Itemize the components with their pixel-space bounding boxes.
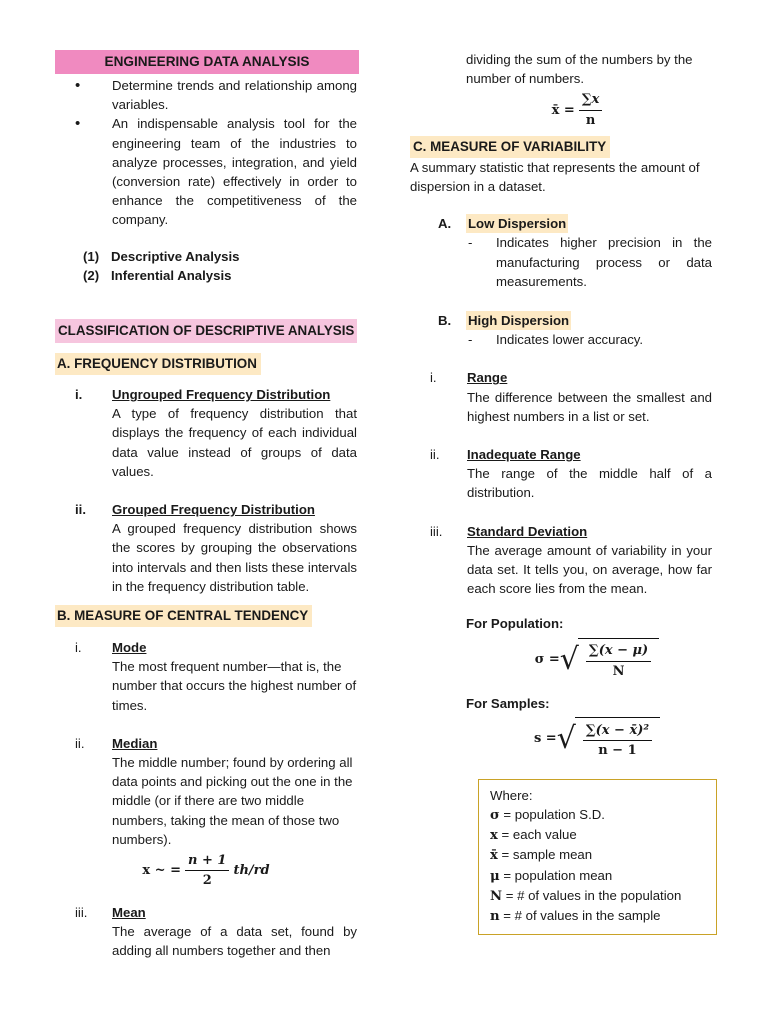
item-title: Mean xyxy=(112,904,146,920)
item-text: A grouped frequency distribution shows the scores by grouping the observations into intervals and then lists these intervals in the frequency distribution table. xyxy=(112,521,357,594)
freq-item-ungrouped: i. Ungrouped Frequency Distribution A type of frequency distribution that displays the frequency of each individual data value instead of groups of data values. xyxy=(55,385,357,481)
item-text: The range of the middle half of a distribution. xyxy=(467,466,712,501)
sqrt-icon: √ xyxy=(556,720,576,756)
where-row: σ = population S.D. xyxy=(490,807,605,824)
measure-standard-deviation: iii. Standard Deviation The average amount of variability in your data set. It tells you, on average, how far each score lies from the mean. xyxy=(410,522,712,599)
where-row: x̄ = sample mean xyxy=(490,847,593,864)
item-text: The middle number; found by ordering all data points and picking out the one in the middle (or if there are two middle numbers, taking the mean of those two numbers). xyxy=(112,755,353,847)
intro-bullets xyxy=(55,76,357,230)
population-formula: σ = √ $\frac{\sum(x - \mu)}{N}$ xyxy=(482,638,712,682)
dispersion-text: Indicates higher precision in the manufacturing process or data measurements. xyxy=(496,235,712,289)
dispersion-low: A. Low Dispersion - Indicates higher precision in the manufacturing process or data measurements. xyxy=(410,214,712,291)
where-row: μ = population mean xyxy=(490,867,613,884)
dispersion-title: Low Dispersion xyxy=(466,214,568,233)
bullet-item: • An indispensable analysis tool for the engineering team of the industries to analyze processes, integration, and yield (conversion rate) effectively in order to enhance the competitiveness of the company. xyxy=(55,114,357,229)
measure-inadequate-range: ii. Inadequate Range The range of the middle half of a distribution. xyxy=(410,445,712,503)
samples-label: For Samples: xyxy=(466,695,550,711)
classification-heading: CLASSIFICATION OF DESCRIPTIVE ANALYSIS xyxy=(55,319,357,343)
analysis-types xyxy=(55,247,357,285)
right-column xyxy=(410,50,712,935)
where-legend-box xyxy=(478,779,717,935)
bullet-item: • Determine trends and relationship among variables. xyxy=(55,76,357,114)
central-item-median: ii. Median The middle number; found by ordering all data points and picking out the one in the middle (or if there are two middle numbers, taking the mean of those two numbers). xyxy=(55,734,357,849)
where-row: x = each value xyxy=(490,827,577,844)
page-title: ENGINEERING DATA ANALYSIS xyxy=(55,50,359,74)
population-label: For Population: xyxy=(466,616,564,632)
dispersion-high: B. High Dispersion - Indicates lower accuracy. xyxy=(410,311,712,349)
item-title: Mode xyxy=(112,640,147,656)
freq-item-grouped: ii. Grouped Frequency Distribution A grouped frequency distribution shows the scores by grouping the observations into intervals and then lists these intervals in the frequency distribution table. xyxy=(55,500,357,596)
measure-range: i. Range The difference between the smallest and highest numbers in a list or set. xyxy=(410,368,712,426)
item-title: Grouped Frequency Distribution xyxy=(112,502,315,518)
sqrt-icon: √ xyxy=(559,641,579,677)
analysis-type-item: (2) Inferential Analysis xyxy=(83,267,232,283)
item-title: Range xyxy=(467,370,508,386)
samples-formula: s = √ $\frac{\text{∑(x − x̄)²}}{n - 1}$ xyxy=(482,717,712,761)
item-title: Median xyxy=(112,735,158,751)
item-title: Inadequate Range xyxy=(467,447,581,463)
variability-heading: C. MEASURE OF VARIABILITY xyxy=(410,136,610,158)
dispersion-text: Indicates lower accuracy. xyxy=(496,332,644,348)
median-formula: x ~ = $\frac{n + 1}{2}$ th/rd xyxy=(142,853,270,889)
item-text: The average of a data set, found by adding all numbers together and then xyxy=(112,923,357,958)
left-column xyxy=(55,50,357,960)
central-tendency-heading: B. MEASURE OF CENTRAL TENDENCY xyxy=(55,605,312,627)
item-title: Standard Deviation xyxy=(467,523,588,539)
where-row: n = # of values in the sample xyxy=(490,908,661,925)
mean-continuation: dividing the sum of the numbers by the number of numbers. xyxy=(466,52,693,87)
variability-text: A summary statistic that represents the amount of dispersion in a dataset. xyxy=(410,159,700,195)
dispersion-title: High Dispersion xyxy=(466,311,571,330)
where-row: N = # of values in the population xyxy=(490,887,682,904)
central-item-mode: i. Mode The most frequent number—that is, the number that occurs the highest number of times. xyxy=(55,638,357,715)
where-heading: Where: xyxy=(490,787,533,803)
analysis-type-item: (1) Descriptive Analysis xyxy=(83,248,240,264)
item-title: Ungrouped Frequency Distribution xyxy=(112,387,331,403)
item-text: The difference between the smallest and highest numbers in a list or set. xyxy=(467,389,712,424)
frequency-heading: A. FREQUENCY DISTRIBUTION xyxy=(55,353,261,375)
item-text: The most frequent number—that is, the number that occurs the highest number of times. xyxy=(112,659,357,713)
mean-formula: x̄ = $\frac{\sum x}{n}$ xyxy=(446,90,712,129)
central-item-mean: iii. Mean The average of a data set, found by adding all numbers together and then xyxy=(55,903,357,961)
item-text: The average amount of variability in your data set. It tells you, on average, how far each score lies from the mean. xyxy=(467,542,712,597)
item-text: A type of frequency distribution that displays the frequency of each individual data value instead of groups of data values. xyxy=(112,406,357,479)
